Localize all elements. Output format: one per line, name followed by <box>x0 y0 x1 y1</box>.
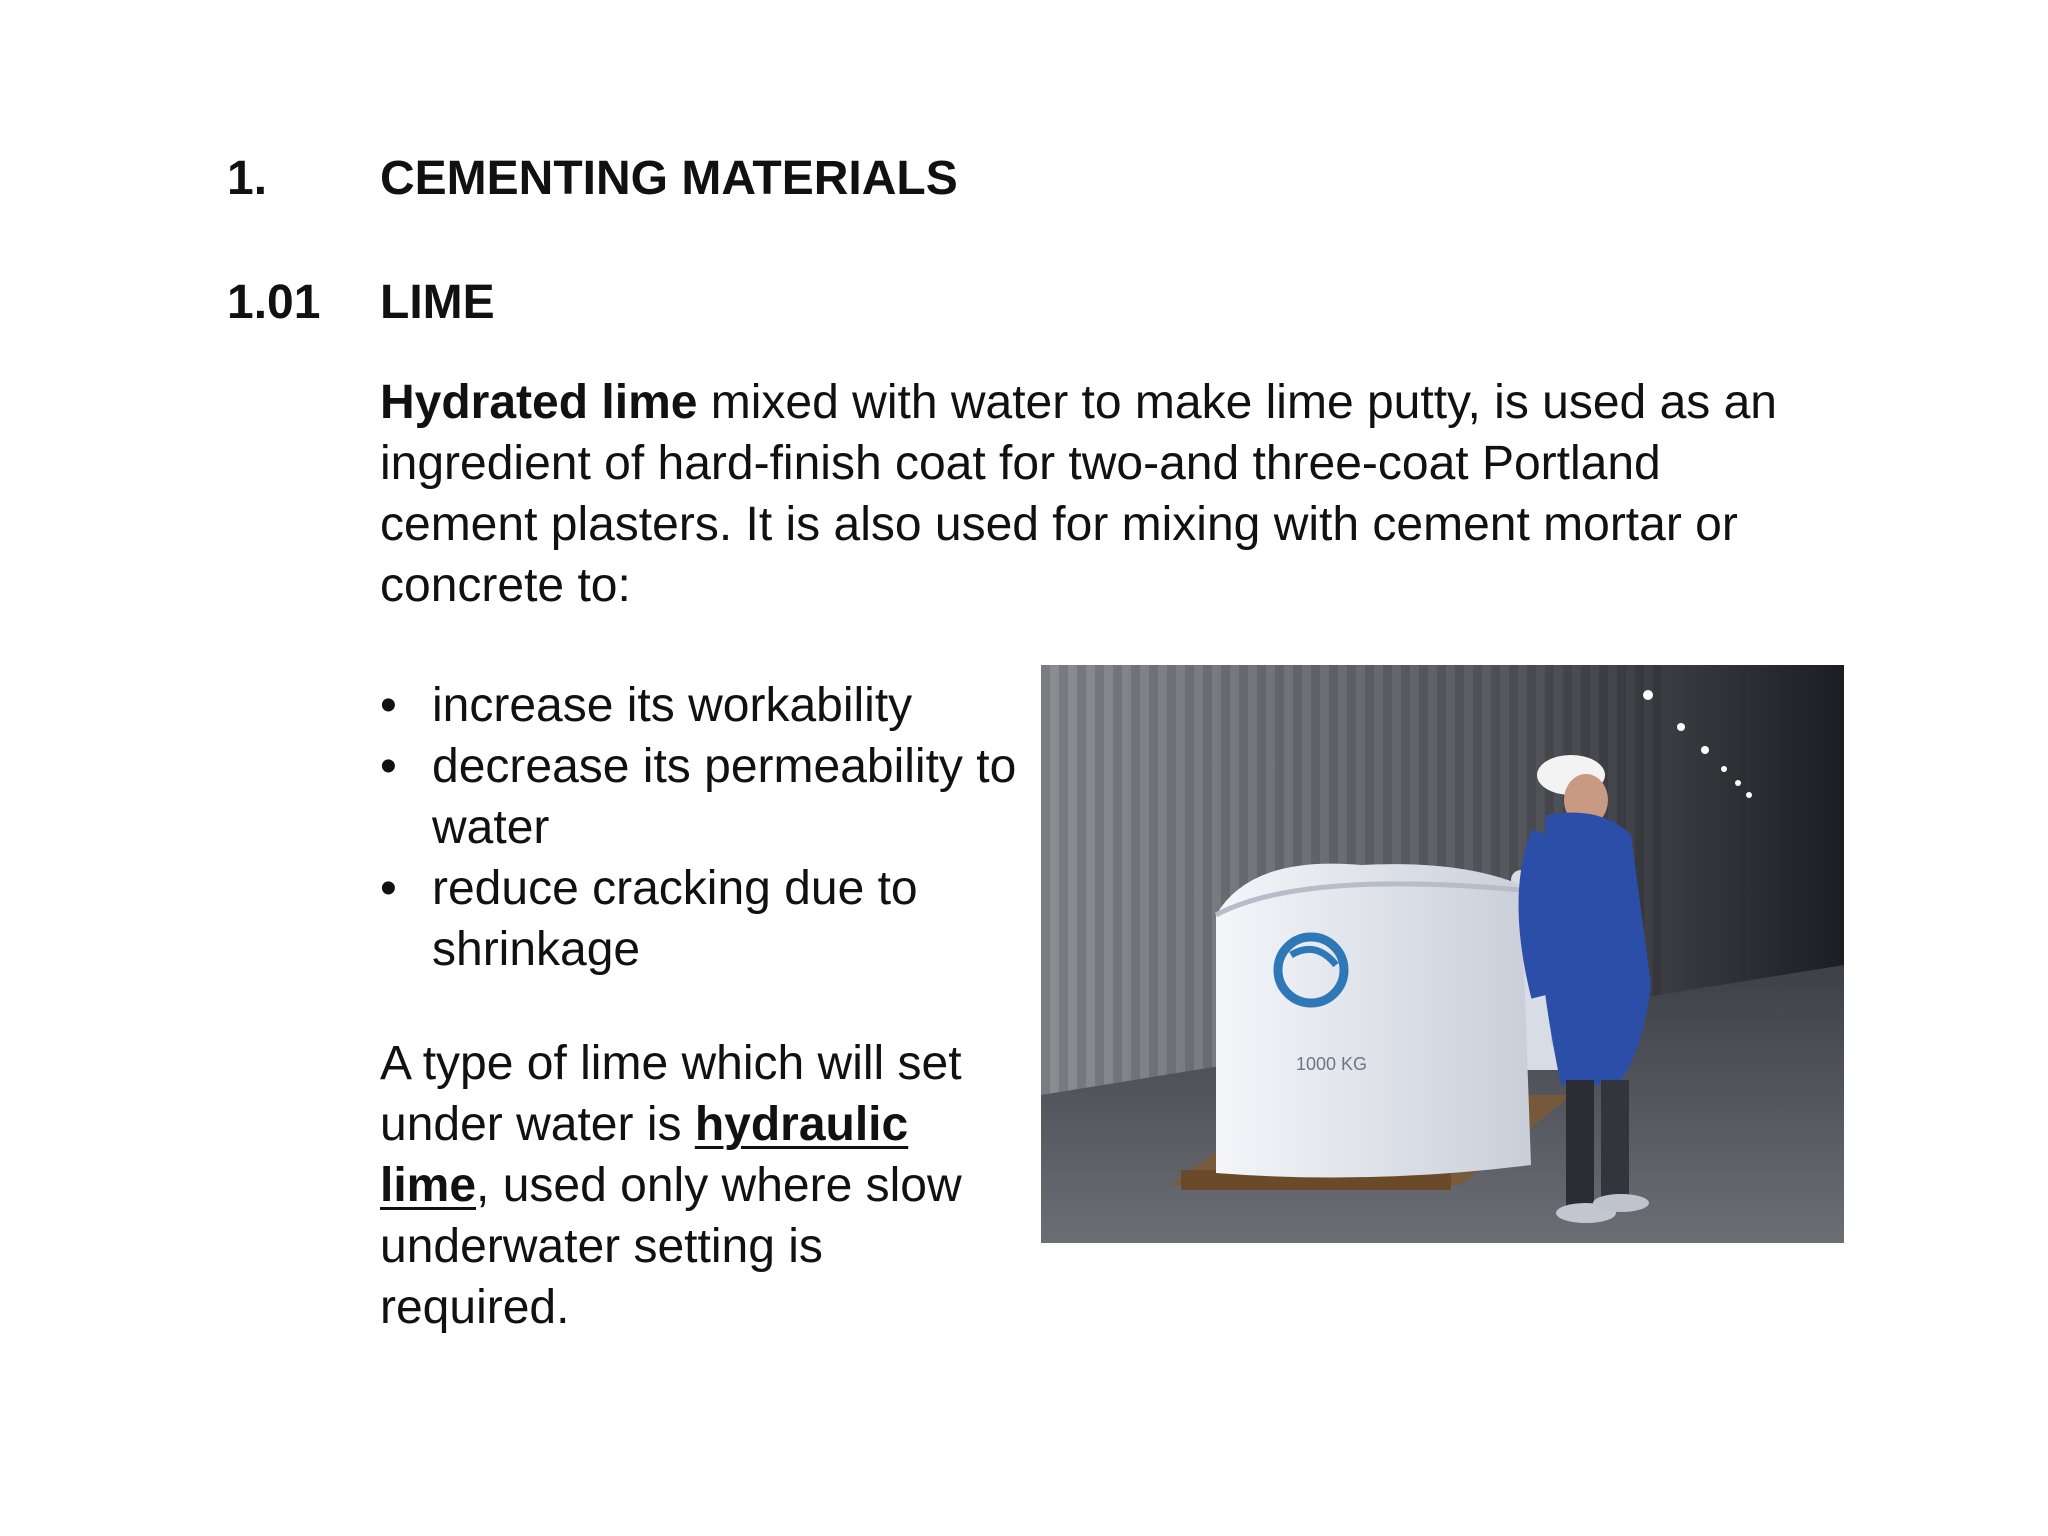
subsection-number: 1.01 <box>227 276 321 329</box>
bullet-marker: • <box>380 862 397 915</box>
intro-bold-term: Hydrated lime <box>380 376 698 429</box>
intro-text: mixed with water to make lime putty, is used as an ingredient of hard-finish coat for two-and three-coat Portland cement plasters. It is also used for mixing with cement mortar or concrete to: <box>380 376 1777 612</box>
subsection-title: LIME <box>380 276 495 329</box>
bullet-marker: • <box>380 740 397 793</box>
section-title: CEMENTING MATERIALS <box>380 152 958 205</box>
list-item <box>380 858 1040 980</box>
closing-text-before: A type of lime which will set under water is <box>380 1037 962 1151</box>
list-item <box>380 675 1040 736</box>
list-item-text: increase its workability <box>432 679 913 732</box>
section-number: 1. <box>227 152 268 205</box>
closing-paragraph <box>380 1033 1020 1338</box>
list-item-text: decrease its permeability to water <box>432 740 1017 854</box>
list-item <box>380 736 1040 858</box>
benefit-list <box>380 675 1040 980</box>
bullet-marker: • <box>380 679 397 732</box>
list-item-text: reduce cracking due to shrinkage <box>432 862 918 976</box>
lime-bags-photo <box>1041 665 1844 1243</box>
closing-text-after: , used only where slow underwater setting is required. <box>380 1159 962 1334</box>
intro-paragraph <box>380 372 1800 616</box>
bag-label: 1000 KG <box>1296 1054 1368 1074</box>
hydraulic-lime-term: hydraulic lime <box>380 1098 909 1212</box>
